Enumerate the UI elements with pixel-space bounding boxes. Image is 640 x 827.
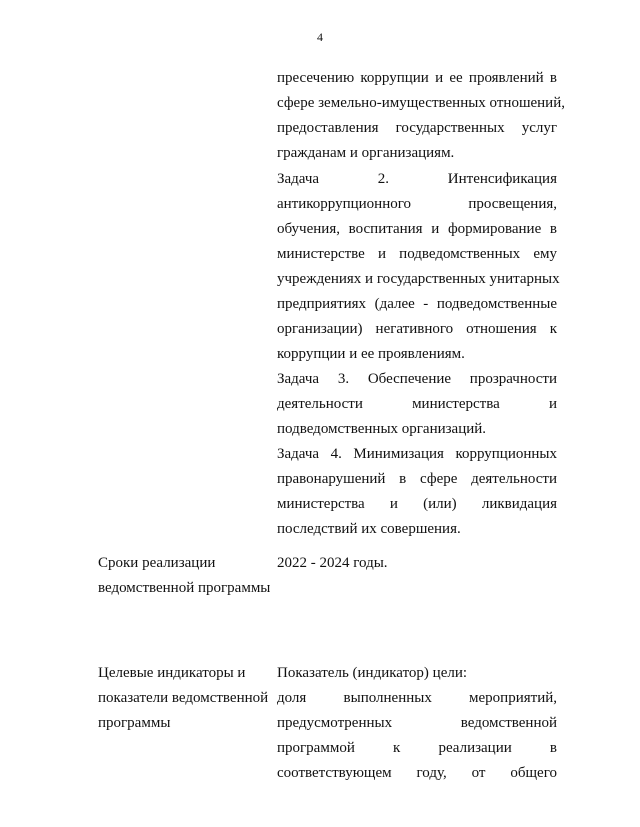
- text-line: предприятиях (далее - подведомственные: [277, 296, 557, 312]
- terms-value: [277, 551, 557, 576]
- text-line: программой к реализации в: [277, 740, 557, 756]
- text-line: доля выполненных мероприятий,: [277, 690, 557, 706]
- text-line: министерства и (или) ликвидация: [277, 496, 557, 512]
- text-line: деятельности министерства и: [277, 396, 557, 412]
- text-line: Задача 2. Интенсификация: [277, 171, 557, 187]
- task-3-text: [277, 367, 557, 442]
- indicators-value: [277, 661, 557, 786]
- text-line: предусмотренных ведомственной: [277, 715, 557, 731]
- text-line: коррупции и ее проявлениям.: [277, 346, 465, 362]
- page-number: 4: [317, 30, 323, 44]
- text-line: гражданам и организациям.: [277, 145, 455, 161]
- text-line: Показатель (индикатор) цели:: [277, 665, 468, 681]
- indicators-label: [98, 661, 273, 736]
- text-line: обучения, воспитания и формирование в: [277, 221, 557, 237]
- text-line: предоставления государственных услуг: [277, 120, 557, 136]
- text-line: соответствующем году, от общего: [277, 765, 557, 781]
- task-2-text: [277, 167, 560, 367]
- terms-label: [98, 551, 273, 601]
- goal-continuation-text: [277, 66, 565, 166]
- text-line: учреждениях и государственных унитарных: [277, 271, 560, 287]
- text-line: 2022 - 2024 годы.: [277, 555, 388, 571]
- text-line: пресечению коррупции и ее проявлений в: [277, 70, 557, 86]
- text-line: Сроки реализации: [98, 555, 216, 571]
- text-line: правонарушений в сфере деятельности: [277, 471, 557, 487]
- text-line: Задача 3. Обеспечение прозрачности: [277, 371, 557, 387]
- text-line: сфере земельно-имущественных отношений,: [277, 95, 565, 111]
- task-4-text: [277, 442, 557, 542]
- text-line: министерстве и подведомственных ему: [277, 246, 557, 262]
- text-line: ведомственной программы: [98, 580, 271, 596]
- text-line: Задача 4. Минимизация коррупционных: [277, 446, 557, 462]
- text-line: показатели ведомственной: [98, 690, 269, 706]
- text-line: подведомственных организаций.: [277, 421, 487, 437]
- text-line: антикоррупционного просвещения,: [277, 196, 557, 212]
- text-line: Целевые индикаторы и: [98, 665, 246, 681]
- text-line: программы: [98, 715, 171, 731]
- text-line: последствий их совершения.: [277, 521, 461, 537]
- text-line: организации) негативного отношения к: [277, 321, 557, 337]
